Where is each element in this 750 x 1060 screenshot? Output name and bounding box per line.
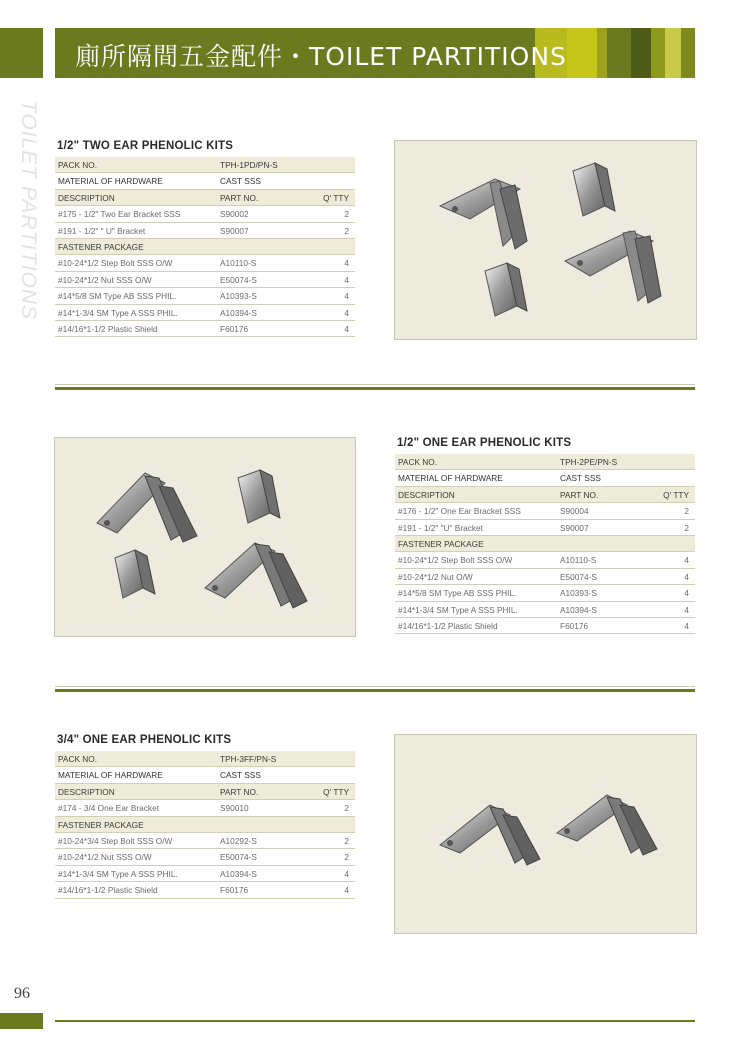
table-cell: CAST SSS	[220, 770, 261, 781]
table-cell: A10110-S	[220, 258, 257, 269]
kit-title-2: 1/2" ONE EAR PHENOLIC KITS	[397, 437, 572, 449]
table-cell: S90007	[220, 225, 249, 236]
table-cell: #14/16*1-1/2 Plastic Shield	[398, 620, 498, 631]
table-cell: DESCRIPTION	[58, 786, 115, 797]
table-row	[395, 503, 695, 519]
table-cell: E50074-S	[220, 852, 257, 863]
table-cell: PACK NO.	[58, 754, 98, 764]
table-row	[55, 321, 355, 337]
header-left-block	[0, 28, 43, 78]
table-cell: #14/16*1-1/2 Plastic Shield	[58, 323, 158, 334]
table-cell: CAST SSS	[220, 176, 261, 187]
table-cell: #14*5/8 SM Type AB SSS PHIL.	[398, 588, 517, 599]
table-cell: 2	[344, 835, 349, 846]
table-cell: E50074-S	[560, 571, 597, 582]
product-photo-2	[54, 437, 356, 637]
table-row	[395, 618, 695, 634]
table-cell: TPH-1PD/PN-S	[220, 160, 278, 170]
header-bar	[55, 28, 695, 78]
table-cell: 4	[684, 604, 689, 615]
kit-table-1	[55, 157, 355, 337]
table-cell: 2	[344, 209, 349, 220]
table-row	[55, 272, 355, 288]
table-cell: TPH-3FF/PN-S	[220, 754, 277, 764]
table-row	[395, 487, 695, 503]
table-cell: S90002	[220, 209, 249, 220]
table-row	[395, 520, 695, 536]
kit-table-2	[395, 454, 695, 634]
table-row	[55, 882, 355, 898]
table-cell: E50074-S	[220, 274, 257, 285]
table-cell: A10393-S	[560, 588, 597, 599]
table-cell: 4	[344, 885, 349, 896]
table-row	[55, 833, 355, 849]
table-cell: S90010	[220, 803, 249, 814]
table-row	[55, 255, 355, 271]
table-cell: 4	[684, 555, 689, 566]
section-divider-shadow-1	[55, 384, 695, 385]
table-cell: 4	[344, 323, 349, 334]
table-cell: #174 - 3/4 One Ear Bracket	[58, 803, 160, 814]
table-cell: A10394-S	[560, 604, 597, 615]
table-row	[395, 552, 695, 568]
footer-line	[55, 1020, 695, 1022]
table-cell: PACK NO.	[58, 160, 98, 170]
table-cell: DESCRIPTION	[398, 489, 455, 500]
table-row	[55, 800, 355, 816]
table-row	[395, 470, 695, 486]
table-cell: Q' TTY	[323, 192, 349, 203]
table-cell: 4	[684, 571, 689, 582]
one-ear-bracket-image	[55, 438, 357, 638]
page-title: 廁所隔間五金配件・TOILET PARTITIONS	[75, 42, 567, 71]
table-cell: PACK NO.	[398, 457, 438, 467]
table-row	[395, 585, 695, 601]
two-ear-bracket-image	[395, 141, 698, 341]
table-cell: 2	[684, 506, 689, 517]
table-row	[55, 767, 355, 783]
table-row	[55, 173, 355, 189]
table-cell: A10393-S	[220, 291, 257, 302]
table-cell: #10-24*1/2 Step Bolt SSS O/W	[58, 258, 173, 269]
table-cell: PART NO.	[220, 192, 259, 203]
table-row	[55, 223, 355, 239]
table-cell: 2	[344, 803, 349, 814]
table-cell: #14*5/8 SM Type AB SSS PHIL.	[58, 291, 177, 302]
section-divider-shadow-2	[55, 686, 695, 687]
table-cell: CAST SSS	[560, 473, 601, 484]
table-cell: #191 - 1/2" "U" Bracket	[398, 522, 483, 533]
table-cell: S90004	[560, 506, 589, 517]
table-cell: #14/16*1-1/2 Plastic Shield	[58, 885, 158, 896]
table-row	[55, 206, 355, 222]
table-row	[395, 602, 695, 618]
table-cell: #175 - 1/2" Two Ear Bracket SSS	[58, 209, 181, 220]
section-divider-1	[55, 387, 695, 390]
table-cell: MATERIAL OF HARDWARE	[398, 473, 503, 484]
table-cell: FASTENER PACKAGE	[58, 241, 144, 252]
side-text-label: TOILET PARTITIONS	[17, 100, 40, 321]
table-cell: A10394-S	[220, 307, 257, 318]
table-cell: 4	[344, 868, 349, 879]
table-cell: A10394-S	[220, 868, 257, 879]
table-row	[55, 157, 355, 173]
table-row	[55, 817, 355, 833]
table-row	[395, 536, 695, 552]
table-row	[55, 751, 355, 767]
side-text	[12, 100, 42, 320]
table-cell: #14*1-3/4 SM Type A SSS PHIL.	[58, 868, 178, 879]
table-cell: #10-24*3/4 Step Bolt SSS O/W	[58, 835, 173, 846]
section-divider-2	[55, 689, 695, 692]
table-cell: F60176	[560, 620, 589, 631]
table-cell: PART NO.	[220, 786, 259, 797]
table-cell: TPH-2PE/PN-S	[560, 457, 618, 467]
table-cell: Q' TTY	[663, 489, 689, 500]
table-row	[55, 288, 355, 304]
product-photo-3	[394, 734, 697, 934]
table-cell: 4	[684, 620, 689, 631]
table-row	[55, 239, 355, 255]
table-row	[395, 569, 695, 585]
table-cell: 4	[344, 307, 349, 318]
table-cell: 4	[684, 588, 689, 599]
table-row	[55, 784, 355, 800]
table-cell: #176 - 1/2" One Ear Bracket SSS	[398, 506, 521, 517]
footer-block	[0, 1013, 43, 1029]
table-row	[55, 866, 355, 882]
table-cell: #10-24*1/2 Step Bolt SSS O/W	[398, 555, 513, 566]
table-cell: A10110-S	[560, 555, 597, 566]
table-row	[395, 454, 695, 470]
table-row	[55, 190, 355, 206]
kit-title-1: 1/2" TWO EAR PHENOLIC KITS	[57, 140, 234, 152]
table-cell: FASTENER PACKAGE	[398, 538, 484, 549]
table-cell: 2	[344, 852, 349, 863]
table-cell: #10-24*1/2 Nut SSS O/W	[58, 852, 152, 863]
three-quarter-bracket-image	[395, 735, 698, 935]
table-row	[55, 849, 355, 865]
table-cell: 2	[344, 225, 349, 236]
table-cell: #10-24*1/2 Nut O/W	[398, 571, 473, 582]
page-number: 96	[14, 985, 30, 1002]
table-cell: F60176	[220, 885, 249, 896]
table-cell: #191 - 1/2" " U" Bracket	[58, 225, 146, 236]
table-cell: DESCRIPTION	[58, 192, 115, 203]
table-cell: PART NO.	[560, 489, 599, 500]
table-cell: #14*1-3/4 SM Type A SSS PHIL.	[398, 604, 518, 615]
kit-title-3: 3/4" ONE EAR PHENOLIC KITS	[57, 734, 232, 746]
product-photo-1	[394, 140, 697, 340]
table-cell: 4	[344, 258, 349, 269]
table-cell: #14*1-3/4 SM Type A SSS PHIL.	[58, 307, 178, 318]
table-cell: S90007	[560, 522, 589, 533]
table-cell: F60176	[220, 323, 249, 334]
table-cell: FASTENER PACKAGE	[58, 819, 144, 830]
table-cell: #10-24*1/2 Nut SSS O/W	[58, 274, 152, 285]
table-cell: 4	[344, 291, 349, 302]
table-cell: 2	[684, 522, 689, 533]
table-row	[55, 305, 355, 321]
table-cell: MATERIAL OF HARDWARE	[58, 176, 163, 187]
kit-table-3	[55, 751, 355, 899]
table-cell: Q' TTY	[323, 786, 349, 797]
table-cell: 4	[344, 274, 349, 285]
table-cell: MATERIAL OF HARDWARE	[58, 770, 163, 781]
table-cell: A10292-S	[220, 835, 257, 846]
